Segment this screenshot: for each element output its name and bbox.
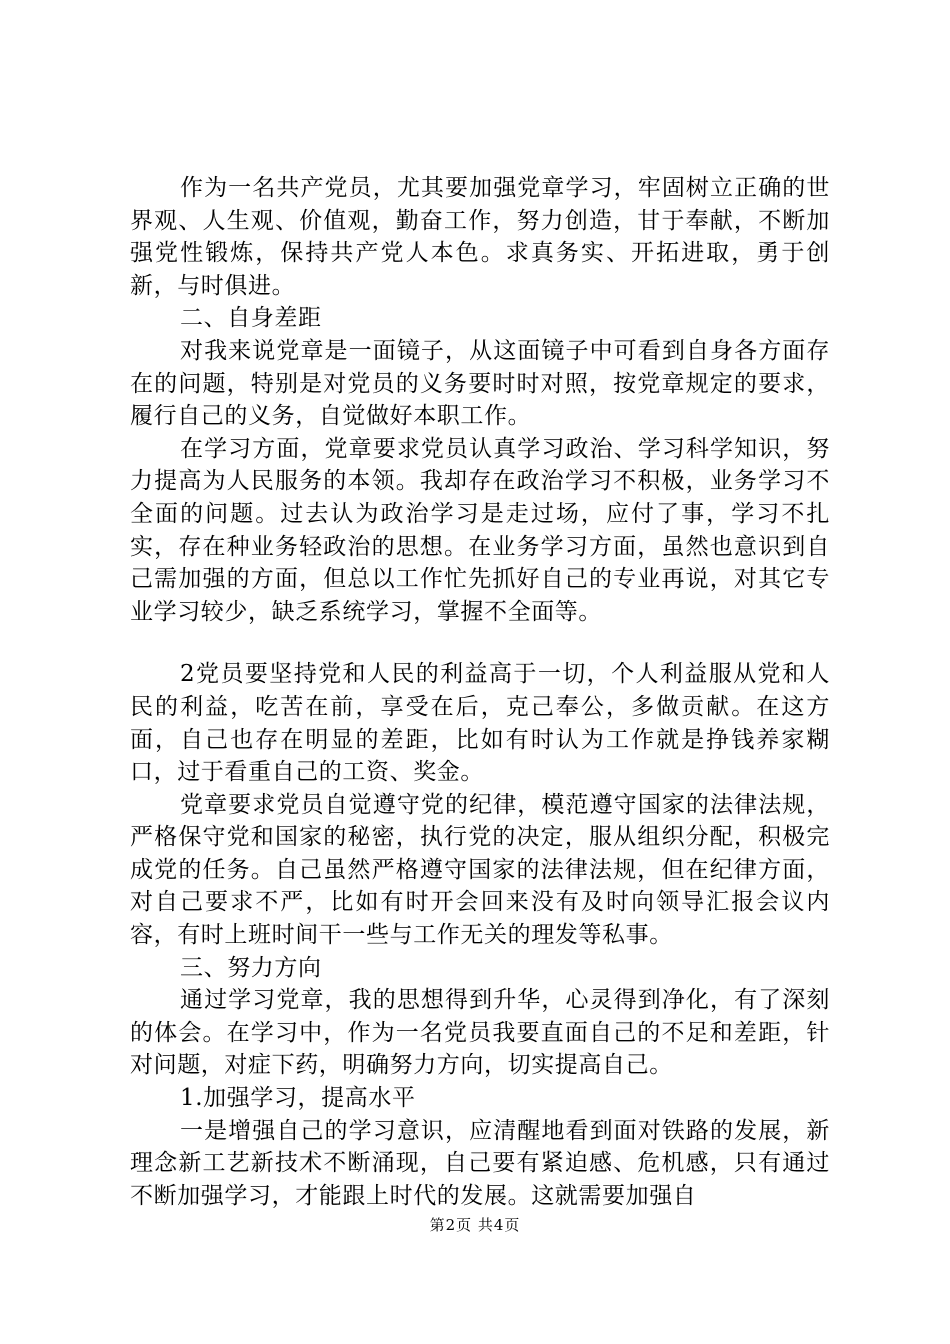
section-heading-self-gap: 二、自身差距	[180, 305, 322, 332]
page-number-footer: 第2页 共4页	[429, 1216, 521, 1234]
paragraph-study-aspect: 在学习方面，党章要求党员认真学习政治、学习科学知识，努力提高为人民服务的本领。我却存在政治学习不积极，业务学习不全面的问题。过去认为政治学习是走过场，应付了事，学习不扎实，存在种业务轻政治的思想。在业务学习方面，虽然也意识到自己需加强的方面，但总以工作忙先抓好自己的专业再说，对其它专业学习较少，缺乏系统学习，掌握不全面等。	[130, 435, 830, 625]
section-heading-direction: 三、努力方向	[180, 954, 322, 981]
document-body	[130, 172, 830, 1212]
paragraph-study-awareness: 一是增强自己的学习意识，应清醒地看到面对铁路的发展，新理念新工艺新技术不断涌现，自己要有紧迫感、危机感，只有通过不断加强学习，才能跟上时代的发展。这就需要加强自	[130, 1117, 830, 1209]
paragraph-people-interest: 2党员要坚持党和人民的利益高于一切，个人利益服从党和人民的利益，吃苦在前，享受在后，克己奉公，多做贡献。在这方面，自己也存在明显的差距，比如有时认为工作就是挣钱养家糊口，过于看重自己的工资、奖金。	[130, 661, 830, 786]
paragraph-discipline: 党章要求党员自觉遵守党的纪律，模范遵守国家的法律法规，严格保守党和国家的秘密，执行党的决定，服从组织分配，积极完成党的任务。自己虽然严格遵守国家的法律法规，但在纪律方面，对自己要求不严，比如有时开会回来没有及时向领导汇报会议内容，有时上班时间干一些与工作无关的理发等私事。	[130, 791, 830, 949]
paragraph-mirror: 对我来说党章是一面镜子，从这面镜子中可看到自身各方面存在的问题，特别是对党员的义务要时时对照，按党章规定的要求，履行自己的义务，自觉做好本职工作。	[130, 337, 830, 430]
paragraph-learning-outcome: 通过学习党章，我的思想得到升华，心灵得到净化，有了深刻的体会。在学习中，作为一名党员我要直面自己的不足和差距，针对问题，对症下药，明确努力方向，切实提高自己。	[130, 987, 830, 1079]
paragraph-party-member-duty: 作为一名共产党员，尤其要加强党章学习，牢固树立正确的世界观、人生观、价值观，勤奋工作，努力创造，甘于奉献，不断加强党性锻炼，保持共产党人本色。求真务实、开拓进取，勇于创新，与时俱进。	[130, 175, 830, 299]
subheading-strengthen-study: 1.加强学习，提高水平	[180, 1085, 416, 1112]
